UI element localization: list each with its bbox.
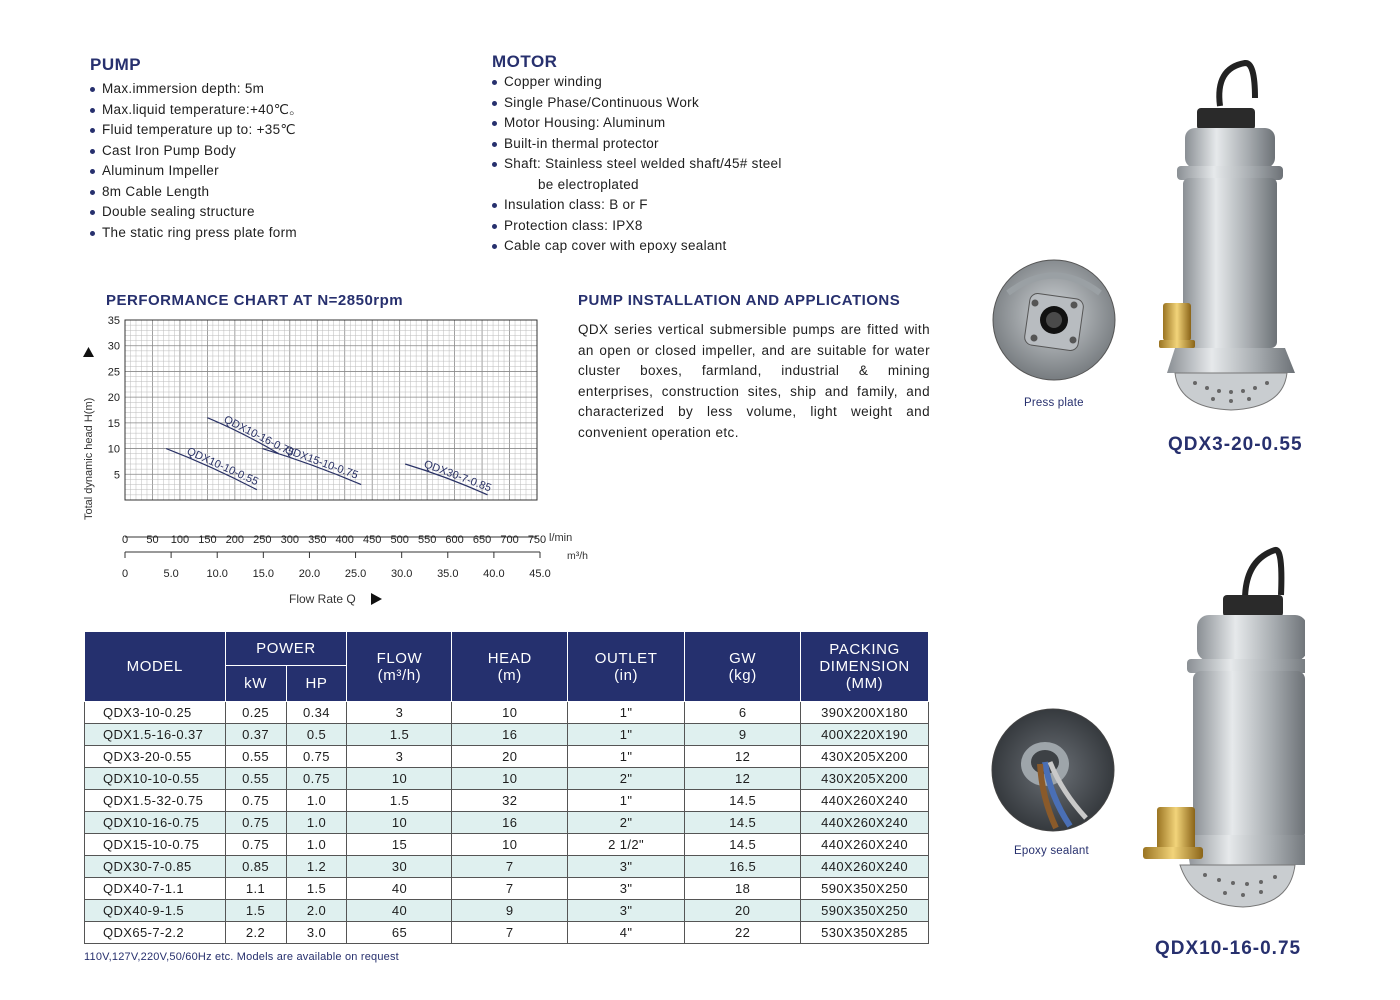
x-tick-label: 350: [308, 534, 327, 546]
table-cell: QDX10-16-0.75: [85, 812, 226, 834]
table-cell: 30: [347, 856, 452, 878]
x-tick-label: 750: [527, 534, 547, 546]
table-cell: 430X205X200: [801, 746, 929, 768]
feature-item: Insulation class: B or F: [492, 195, 782, 216]
table-row: [85, 812, 929, 834]
x-tick-label: 550: [417, 534, 437, 546]
y-tick-label: 5: [113, 469, 120, 482]
x2-tick-label: 45.0: [529, 568, 551, 580]
header-packing: PACKING DIMENSION (MM): [801, 632, 929, 702]
table-cell: 3": [568, 900, 685, 922]
table-cell: QDX3-20-0.55: [85, 746, 226, 768]
header-head: HEAD (m): [452, 632, 568, 702]
x-tick-label: 700: [500, 534, 519, 546]
pump-heading: PUMP: [90, 55, 142, 74]
table-cell: 9: [452, 900, 568, 922]
table-cell: 1": [568, 724, 685, 746]
epoxy-sealant-caption: Epoxy sealant: [1014, 845, 1089, 857]
pump-feature-list: [90, 79, 303, 243]
feature-item: Double sealing structure: [90, 202, 303, 223]
y-tick-label: 35: [107, 315, 120, 327]
y-axis-label: Total dynamic head H(m): [83, 397, 95, 520]
table-cell: QDX10-10-0.55: [85, 768, 226, 790]
table-cell: 1.1: [225, 878, 286, 900]
installation-heading: PUMP INSTALLATION AND APPLICATIONS: [578, 292, 901, 309]
feature-item: Max.liquid temperature:+40℃。: [90, 100, 303, 121]
table-cell: 2 1/2": [568, 834, 685, 856]
header-gw: GW (kg): [685, 632, 801, 702]
x-tick-label: 50: [146, 534, 159, 546]
series-label: QDX30-7-0.85: [422, 458, 493, 495]
table-cell: 440X260X240: [801, 834, 929, 856]
table-cell: 0.55: [225, 746, 286, 768]
y-tick-label: 30: [107, 340, 120, 353]
table-cell: 4": [568, 922, 685, 944]
table-cell: 440X260X240: [801, 812, 929, 834]
table-cell: QDX15-10-0.75: [85, 834, 226, 856]
table-cell: 10: [452, 834, 568, 856]
feature-item: The static ring press plate form: [90, 223, 303, 244]
x2-axis-ticks: [122, 552, 551, 580]
table-cell: 7: [452, 878, 568, 900]
x-axis-arrow-icon: [371, 593, 382, 605]
table-cell: 3": [568, 856, 685, 878]
feature-item: Motor Housing: Aluminum: [492, 113, 782, 134]
x-tick-label: 500: [390, 534, 409, 546]
table-cell: 7: [452, 922, 568, 944]
feature-item: Built-in thermal protector: [492, 134, 782, 155]
table-cell: 14.5: [685, 812, 801, 834]
feature-item: Cable cap cover with epoxy sealant: [492, 236, 782, 257]
header-model: MODEL: [85, 632, 226, 702]
feature-item: Copper winding: [492, 72, 782, 93]
table-cell: 390X200X180: [801, 702, 929, 724]
table-cell: 16: [452, 812, 568, 834]
table-cell: 1.2: [286, 856, 347, 878]
table-cell: QDX40-9-1.5: [85, 900, 226, 922]
table-cell: 1.0: [286, 834, 347, 856]
x-axis-unit: l/min: [549, 532, 573, 544]
table-cell: 1.5: [347, 724, 452, 746]
qdx10-16-0-75-pump-image: [1135, 545, 1305, 915]
table-cell: 1.0: [286, 812, 347, 834]
table-cell: 430X205X200: [801, 768, 929, 790]
table-cell: QDX30-7-0.85: [85, 856, 226, 878]
table-cell: 1": [568, 790, 685, 812]
x2-tick-label: 0: [121, 568, 129, 580]
table-cell: QDX40-7-1.1: [85, 878, 226, 900]
table-cell: 0.75: [225, 812, 286, 834]
y-tick-label: 15: [107, 417, 120, 430]
motor-heading: MOTOR: [492, 52, 558, 71]
table-cell: 15: [347, 834, 452, 856]
product-model-title-2: QDX10-16-0.75: [1155, 938, 1302, 959]
table-cell: 12: [685, 768, 801, 790]
table-cell: QDX1.5-32-0.75: [85, 790, 226, 812]
y-tick-label: 10: [107, 443, 120, 456]
x2-tick-label: 10.0: [206, 568, 228, 580]
table-cell: 590X350X250: [801, 900, 929, 922]
performance-chart: [70, 285, 610, 615]
header-power: POWER: [225, 632, 347, 666]
table-cell: 22: [685, 922, 801, 944]
table-cell: 3": [568, 878, 685, 900]
table-cell: 18: [685, 878, 801, 900]
table-cell: QDX1.5-16-0.37: [85, 724, 226, 746]
table-cell: 0.75: [225, 790, 286, 812]
table-row: [85, 702, 929, 724]
x-tick-label: 300: [280, 534, 299, 546]
specification-table: [84, 631, 929, 944]
table-cell: 9: [685, 724, 801, 746]
table-row: [85, 922, 929, 944]
table-cell: 2": [568, 812, 685, 834]
table-cell: 0.25: [225, 702, 286, 724]
x2-tick-label: 30.0: [390, 568, 413, 580]
x2-tick-label: 5.0: [163, 568, 179, 580]
plot-frame: [125, 320, 537, 500]
x-tick-label: 400: [335, 534, 354, 546]
table-cell: 1.5: [225, 900, 286, 922]
y-tick-label: 20: [107, 392, 120, 405]
table-cell: 1.5: [286, 878, 347, 900]
table-row: [85, 768, 929, 790]
table-cell: 16.5: [685, 856, 801, 878]
table-cell: 16: [452, 724, 568, 746]
x-tick-label: 600: [445, 534, 464, 546]
table-cell: 10: [452, 768, 568, 790]
table-cell: 20: [685, 900, 801, 922]
feature-item: Max.immersion depth: 5m: [90, 79, 303, 100]
installation-text: QDX series vertical submersible pumps are fitted with an open or closed impeller, and are suitable for water cluster boxes, farmland, industrial & mining enterprises, construction sites, ship and family, and characterized by less volume, light weight and convenient operation etc.: [578, 322, 930, 440]
table-cell: 1": [568, 746, 685, 768]
feature-item: 8m Cable Length: [90, 182, 303, 203]
header-hp: HP: [286, 666, 347, 702]
epoxy-sealant-detail-image: [990, 706, 1118, 834]
table-cell: 0.34: [286, 702, 347, 724]
table-row: [85, 724, 929, 746]
feature-item: Aluminum Impeller: [90, 161, 303, 182]
table-row: [85, 746, 929, 768]
table-cell: 3.0: [286, 922, 347, 944]
table-cell: QDX3-10-0.25: [85, 702, 226, 724]
x-tick-label: 0: [121, 534, 129, 546]
series-label: QDX15-10-0.75: [283, 444, 360, 482]
table-cell: 3: [347, 746, 452, 768]
x2-tick-label: 20.0: [298, 568, 321, 580]
table-cell: 1": [568, 702, 685, 724]
press-plate-detail-image: [990, 258, 1122, 384]
table-cell: 2": [568, 768, 685, 790]
chart-curves: [166, 414, 493, 495]
chart-grid: [125, 320, 537, 500]
table-cell: QDX65-7-2.2: [85, 922, 226, 944]
table-cell: 10: [347, 768, 452, 790]
x-axis-ticks: [122, 534, 546, 546]
table-cell: 7: [452, 856, 568, 878]
table-cell: 10: [347, 812, 452, 834]
y-tick-label: 25: [107, 366, 120, 379]
table-cell: 20: [452, 746, 568, 768]
table-cell: 0.85: [225, 856, 286, 878]
chart-title: PERFORMANCE CHART AT N=2850rpm: [106, 292, 404, 309]
feature-item: Protection class: IPX8: [492, 216, 782, 237]
table-cell: 0.5: [286, 724, 347, 746]
feature-item: Fluid temperature up to: +35℃: [90, 120, 303, 141]
table-cell: 0.75: [286, 768, 347, 790]
table-row: [85, 878, 929, 900]
table-row: [85, 856, 929, 878]
x-tick-label: 450: [363, 534, 382, 546]
table-cell: 0.75: [225, 834, 286, 856]
table-cell: 1.0: [286, 790, 347, 812]
table-cell: 40: [347, 878, 452, 900]
table-row: [85, 900, 929, 922]
table-cell: 530X350X285: [801, 922, 929, 944]
table-cell: 40: [347, 900, 452, 922]
table-row: [85, 790, 929, 812]
y-axis-ticks: [108, 315, 120, 481]
x-tick-label: 100: [170, 534, 190, 546]
table-cell: 0.75: [286, 746, 347, 768]
x-axis-label: Flow Rate Q: [289, 592, 356, 606]
table-cell: 65: [347, 922, 452, 944]
footnote: 110V,127V,220V,50/60Hz etc. Models are available on request: [84, 951, 399, 963]
feature-item: Shaft: Stainless steel welded shaft/45# steel: [492, 154, 782, 175]
table-cell: 14.5: [685, 834, 801, 856]
x2-tick-label: 35.0: [437, 568, 459, 580]
header-kw: kW: [225, 666, 286, 702]
header-outlet: OUTLET (in): [568, 632, 685, 702]
x-tick-label: 650: [472, 534, 492, 546]
table-cell: 2.2: [225, 922, 286, 944]
header-flow: FLOW (m³/h): [347, 632, 452, 702]
table-cell: 0.37: [225, 724, 286, 746]
feature-item: Single Phase/Continuous Work: [492, 93, 782, 114]
series-label: QDX10-16-0.75: [221, 413, 296, 460]
table-cell: 440X260X240: [801, 856, 929, 878]
table-cell: 2.0: [286, 900, 347, 922]
table-cell: 10: [452, 702, 568, 724]
table-cell: 440X260X240: [801, 790, 929, 812]
table-row: [85, 834, 929, 856]
series-label: QDX10-10-0.55: [184, 445, 261, 489]
motor-feature-list: [492, 72, 782, 257]
x-tick-label: 250: [253, 534, 272, 546]
table-cell: 32: [452, 790, 568, 812]
press-plate-caption: Press plate: [1024, 397, 1084, 409]
x2-tick-label: 15.0: [252, 568, 275, 580]
feature-item: Cast Iron Pump Body: [90, 141, 303, 162]
table-cell: 12: [685, 746, 801, 768]
x2-tick-label: 25.0: [344, 568, 367, 580]
x-tick-label: 200: [225, 534, 245, 546]
qdx3-20-0-55-pump-image: [1155, 58, 1310, 423]
table-cell: 3: [347, 702, 452, 724]
x2-axis-unit: m³/h: [567, 550, 588, 562]
y-axis-arrow-icon: [83, 347, 94, 357]
table-body: [85, 702, 929, 944]
table-cell: 6: [685, 702, 801, 724]
product-model-title-1: QDX3-20-0.55: [1168, 434, 1303, 455]
table-cell: 0.55: [225, 768, 286, 790]
x2-tick-label: 40.0: [483, 568, 505, 580]
x-tick-label: 150: [198, 534, 217, 546]
feature-item-continuation: be electroplated: [538, 176, 639, 192]
table-cell: 1.5: [347, 790, 452, 812]
table-cell: 400X220X190: [801, 724, 929, 746]
table-cell: 14.5: [685, 790, 801, 812]
table-cell: 590X350X250: [801, 878, 929, 900]
